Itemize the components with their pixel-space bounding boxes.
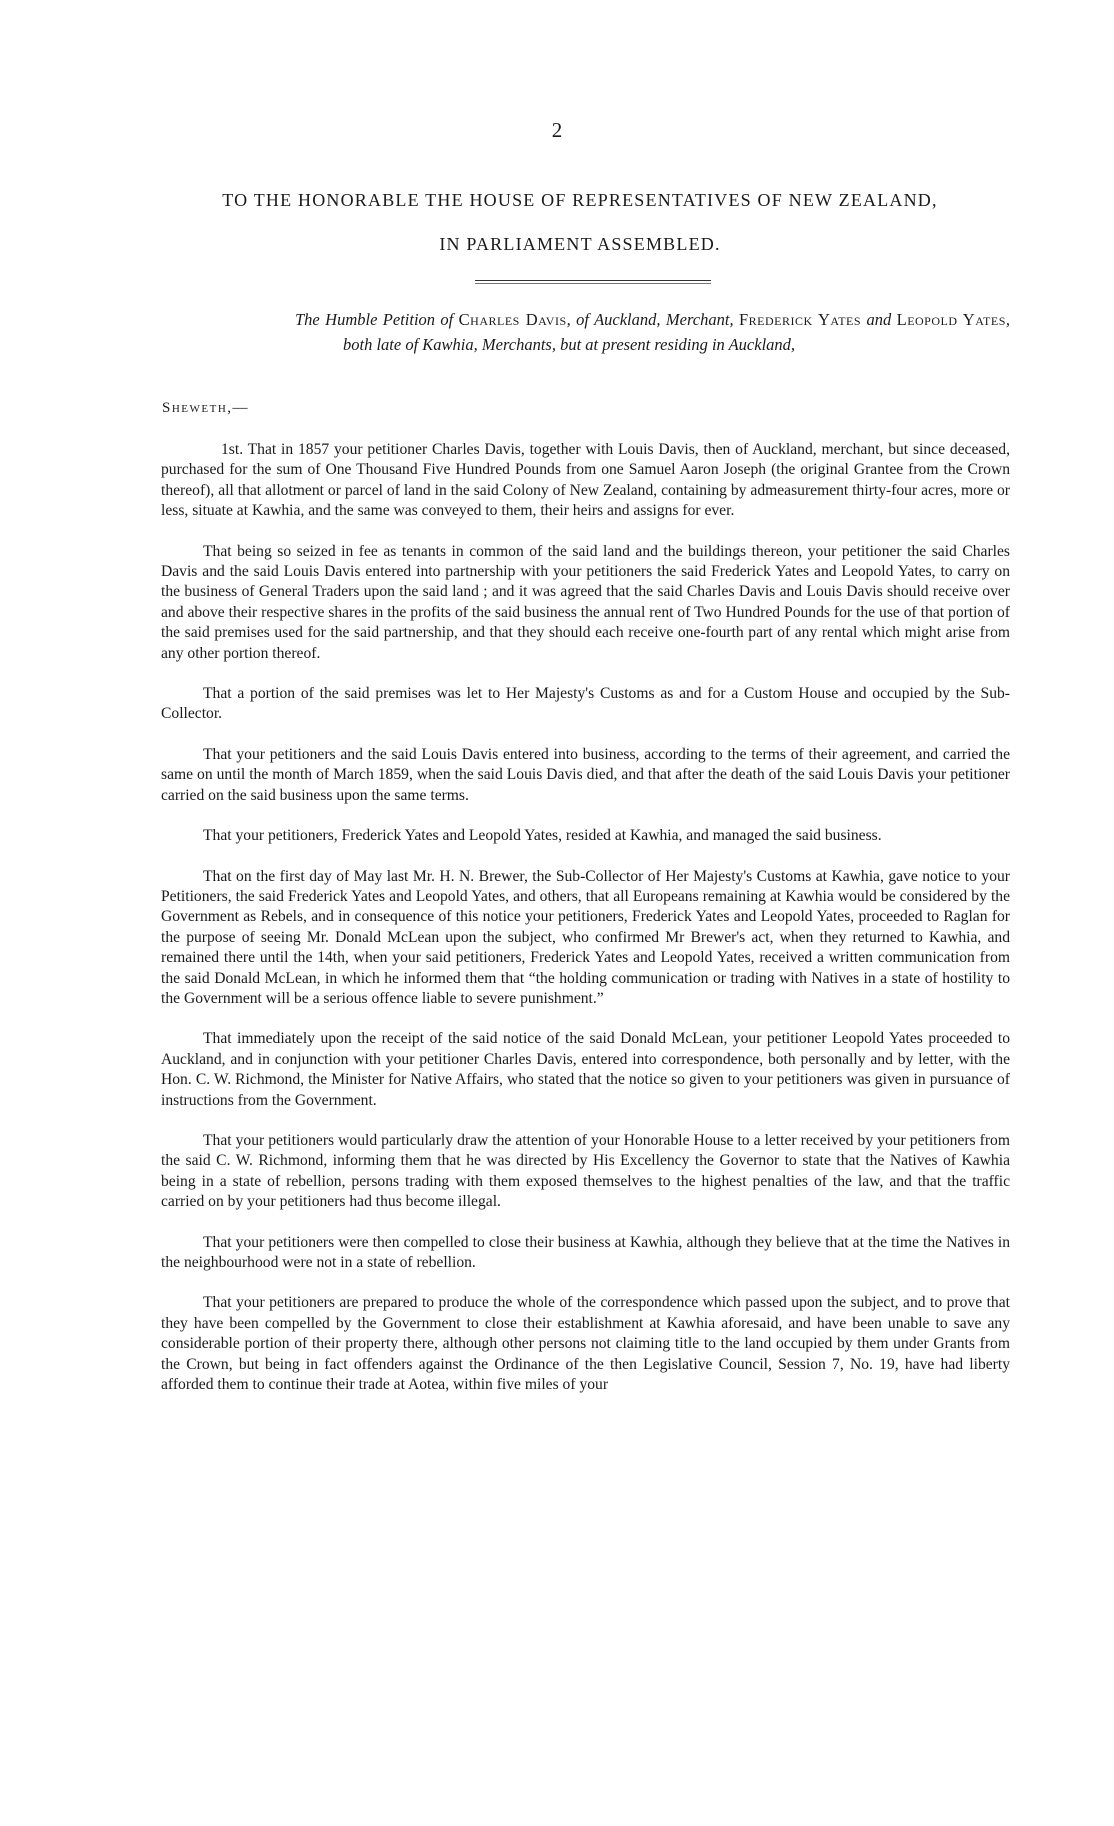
petition-body — [161, 440, 1010, 1415]
paragraph-10: That your petitioners are prepared to produce the whole of the correspondence which passed upon the subject, and to prove that they have been compelled by the Government to close their establishment at Kawhia aforesaid, and have been unable to save any considerable portion of their property there, although other persons not claiming title to the land occupied by them under Grants from the Crown, but being in fact offenders against the Ordinance of the then Legislative Council, Session 7, No. 19, have had liberty afforded them to continue their trade at Aotea, within five miles of your — [161, 1294, 1010, 1394]
paragraph-8: That your petitioners would particularly draw the attention of your Honorable House to a letter received by your petitioners from the said C. W. Richmond, informing them that he was directed by His Excellency the Governor to state that the Natives of Kawhia being in a state of rebellion, persons trading with them exposed themselves to the highest penalties of the law, and that the traffic carried on by your petitioners had thus become illegal. — [161, 1131, 1010, 1211]
petitioner-name-charles-davis: Charles Davis — [458, 310, 567, 329]
intro-text-3: and — [861, 310, 897, 329]
petitioner-name-leopold-yates: Leopold Yates — [896, 310, 1006, 329]
heading-divider — [475, 280, 711, 281]
paragraph-9: That your petitioners were then compelled to close their business at Kawhia, although they believe that at the time the Natives in the neighbourhood were not in a state of rebellion. — [161, 1233, 1010, 1271]
heading-line-1: TO THE HONORABLE THE HOUSE OF REPRESENTATIVES OF NEW ZEALAND, — [222, 190, 938, 210]
paragraph-5: That your petitioners, Frederick Yates and Leopold Yates, resided at Kawhia, and managed the said business. — [203, 827, 882, 845]
paragraph-7: That immediately upon the receipt of the said notice of the said Donald McLean, your petitioner Leopold Yates proceeded to Auckland, and in conjunction with your petitioner Charles Davis, entered into correspondence, both personally and by letter, with the Hon. C. W. Richmond, the Minister for Native Affairs, who stated that the notice so given to your petitioners was given in pursuance of instructions from the Government. — [161, 1030, 1010, 1109]
paragraph-1: 1st. That in 1857 your petitioner Charles Davis, together with Louis Davis, then of Auckland, merchant, but since deceased, purchased for the sum of One Thousand Five Hundred Pounds from one Samuel Aaron Joseph (the original Grantee from the Crown thereof), all that allotment or parcel of land in the said Colony of New Zealand, containing by admeasurement thirty-four acres, more or less, situate at Kawhia, and the same was conveyed to them, their heirs and assigns for ever. — [161, 441, 1010, 520]
sheweth-label: Sheweth,— — [162, 400, 250, 416]
intro-text-2: , of Auckland, Merchant, — [566, 310, 739, 329]
petition-intro — [295, 307, 1010, 357]
heading-line-2: IN PARLIAMENT ASSEMBLED. — [439, 234, 721, 254]
paragraph-2: That being so seized in fee as tenants in common of the said land and the buildings thereon, your petitioner the said Charles Davis and the said Louis Davis entered into partnership with your petitioners the said Frederick Yates and Leopold Yates, to carry on the business of General Traders upon the said land ; and it was agreed that the said Charles Davis and Louis Davis should receive over and above their respective shares in the profits of the said business the annual rent of Two Hundred Pounds for the use of that portion of the said premises used for the said partnership, and that they should each receive one-fourth part of any rental which might arise from any other portion thereof. — [161, 542, 1010, 662]
intro-text-4: , both late of Kawhia, Merchants, but at present residing in Auckland, — [343, 310, 1011, 354]
petitioner-name-frederick-yates: Frederick Yates — [738, 310, 862, 329]
paragraph-4: That your petitioners and the said Louis Davis entered into business, according to the terms of their agreement, and carried the same on until the month of March 1859, when the said Louis Davis died, and that after the death of the said Louis Davis your petitioner carried on the said business upon the same terms. — [161, 745, 1010, 804]
page-number: 2 — [551, 118, 563, 142]
paragraph-3: That a portion of the said premises was let to Her Majesty's Customs as and for a Custom House and occupied by the Sub-Collector. — [161, 685, 1010, 723]
intro-text-1: The Humble Petition of — [295, 310, 459, 329]
paragraph-6: That on the first day of May last Mr. H. N. Brewer, the Sub-Collector of Her Majesty's Customs at Kawhia, gave notice to your Petitioners, the said Frederick Yates and Leopold Yates, and others, that all Europeans remaining at Kawhia would be considered by the Government as Rebels, and in consequence of this notice your petitioners, Frederick Yates and Leopold Yates, proceeded to Raglan for the purpose of seeing Mr. Donald McLean upon the subject, who confirmed Mr Brewer's act, when they returned to Kawhia, and remained there until the 14th, when your said petitioners, Frederick Yates and Leopold Yates, received a written communication from the said Donald McLean, in which he informed them that “the holding communication or trading with Natives in a state of hostility to the Government will be a serious offence liable to severe punishment.” — [161, 867, 1010, 1007]
